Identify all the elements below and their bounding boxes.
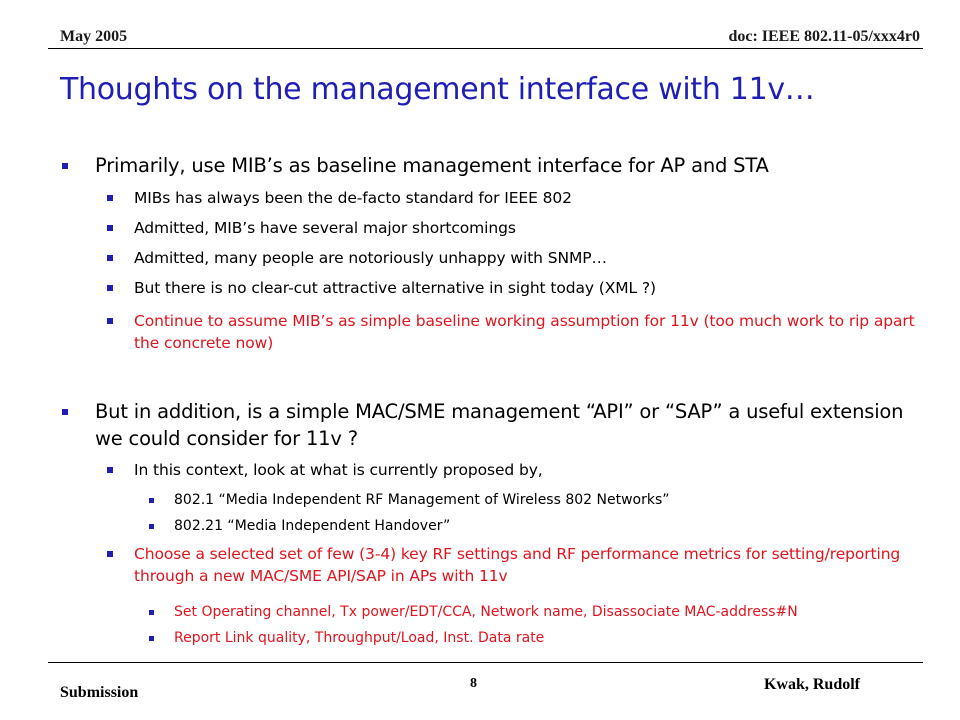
square-bullet-icon (62, 163, 68, 169)
bullet-item-highlighted (134, 543, 934, 587)
bullet-item-highlighted (134, 310, 934, 354)
bullet-text: MIBs has always been the de-facto standard for IEEE 802 (134, 189, 572, 207)
square-bullet-icon (107, 318, 113, 324)
bullet-item (174, 516, 934, 536)
bullet-item (134, 277, 934, 299)
bullet-text: 802.21 “Media Independent Handover” (174, 518, 451, 534)
square-bullet-icon (149, 524, 154, 529)
bullet-item (134, 217, 934, 239)
square-bullet-icon (107, 255, 113, 261)
bullet-item (95, 152, 930, 179)
bullet-text: Primarily, use MIB’s as baseline management interface for AP and STA (95, 154, 769, 177)
bullet-item-highlighted (174, 602, 934, 622)
bullet-text: Set Operating channel, Tx power/EDT/CCA, Network name, Disassociate MAC-address#N (174, 604, 798, 620)
bullet-text: But in addition, is a simple MAC/SME management “API” or “SAP” a useful extension we could consider for 11v ? (95, 400, 904, 450)
bullet-text: Admitted, MIB’s have several major shortcomings (134, 219, 516, 237)
square-bullet-icon (62, 409, 68, 415)
bullet-item (134, 187, 934, 209)
page-number: 8 (470, 676, 477, 691)
bullet-text: Continue to assume MIB’s as simple baseline working assumption for 11v (too much work to rip apart the concrete now) (134, 312, 915, 352)
header-date: May 2005 (60, 28, 128, 45)
header-doc-id: doc: IEEE 802.11-05/xxx4r0 (728, 28, 920, 45)
bullet-text: Report Link quality, Throughput/Load, Inst. Data rate (174, 630, 545, 646)
square-bullet-icon (149, 498, 154, 503)
square-bullet-icon (149, 610, 154, 615)
square-bullet-icon (149, 636, 154, 641)
bullet-item (134, 247, 934, 269)
bullet-text: But there is no clear-cut attractive alternative in sight today (XML ?) (134, 279, 656, 297)
bullet-item (134, 459, 934, 481)
square-bullet-icon (107, 551, 113, 557)
bullet-item (95, 398, 930, 452)
square-bullet-icon (107, 225, 113, 231)
square-bullet-icon (107, 467, 113, 473)
footer-submission: Submission (60, 684, 139, 701)
square-bullet-icon (107, 195, 113, 201)
header-divider (48, 48, 923, 49)
bullet-text: Admitted, many people are notoriously unhappy with SNMP… (134, 249, 607, 267)
footer-divider (48, 662, 923, 663)
bullet-item-highlighted (174, 628, 934, 648)
bullet-text: 802.1 “Media Independent RF Management of Wireless 802 Networks” (174, 492, 670, 508)
square-bullet-icon (107, 285, 113, 291)
bullet-item (174, 490, 934, 510)
bullet-text: Choose a selected set of few (3-4) key RF settings and RF performance metrics for setting/reporting through a new MAC/SME API/SAP in APs with 11v (134, 545, 901, 585)
footer-authors: Kwak, Rudolf (763, 676, 860, 693)
slide-title: Thoughts on the management interface with 11v… (60, 72, 815, 107)
bullet-text: In this context, look at what is currently proposed by, (134, 461, 543, 479)
